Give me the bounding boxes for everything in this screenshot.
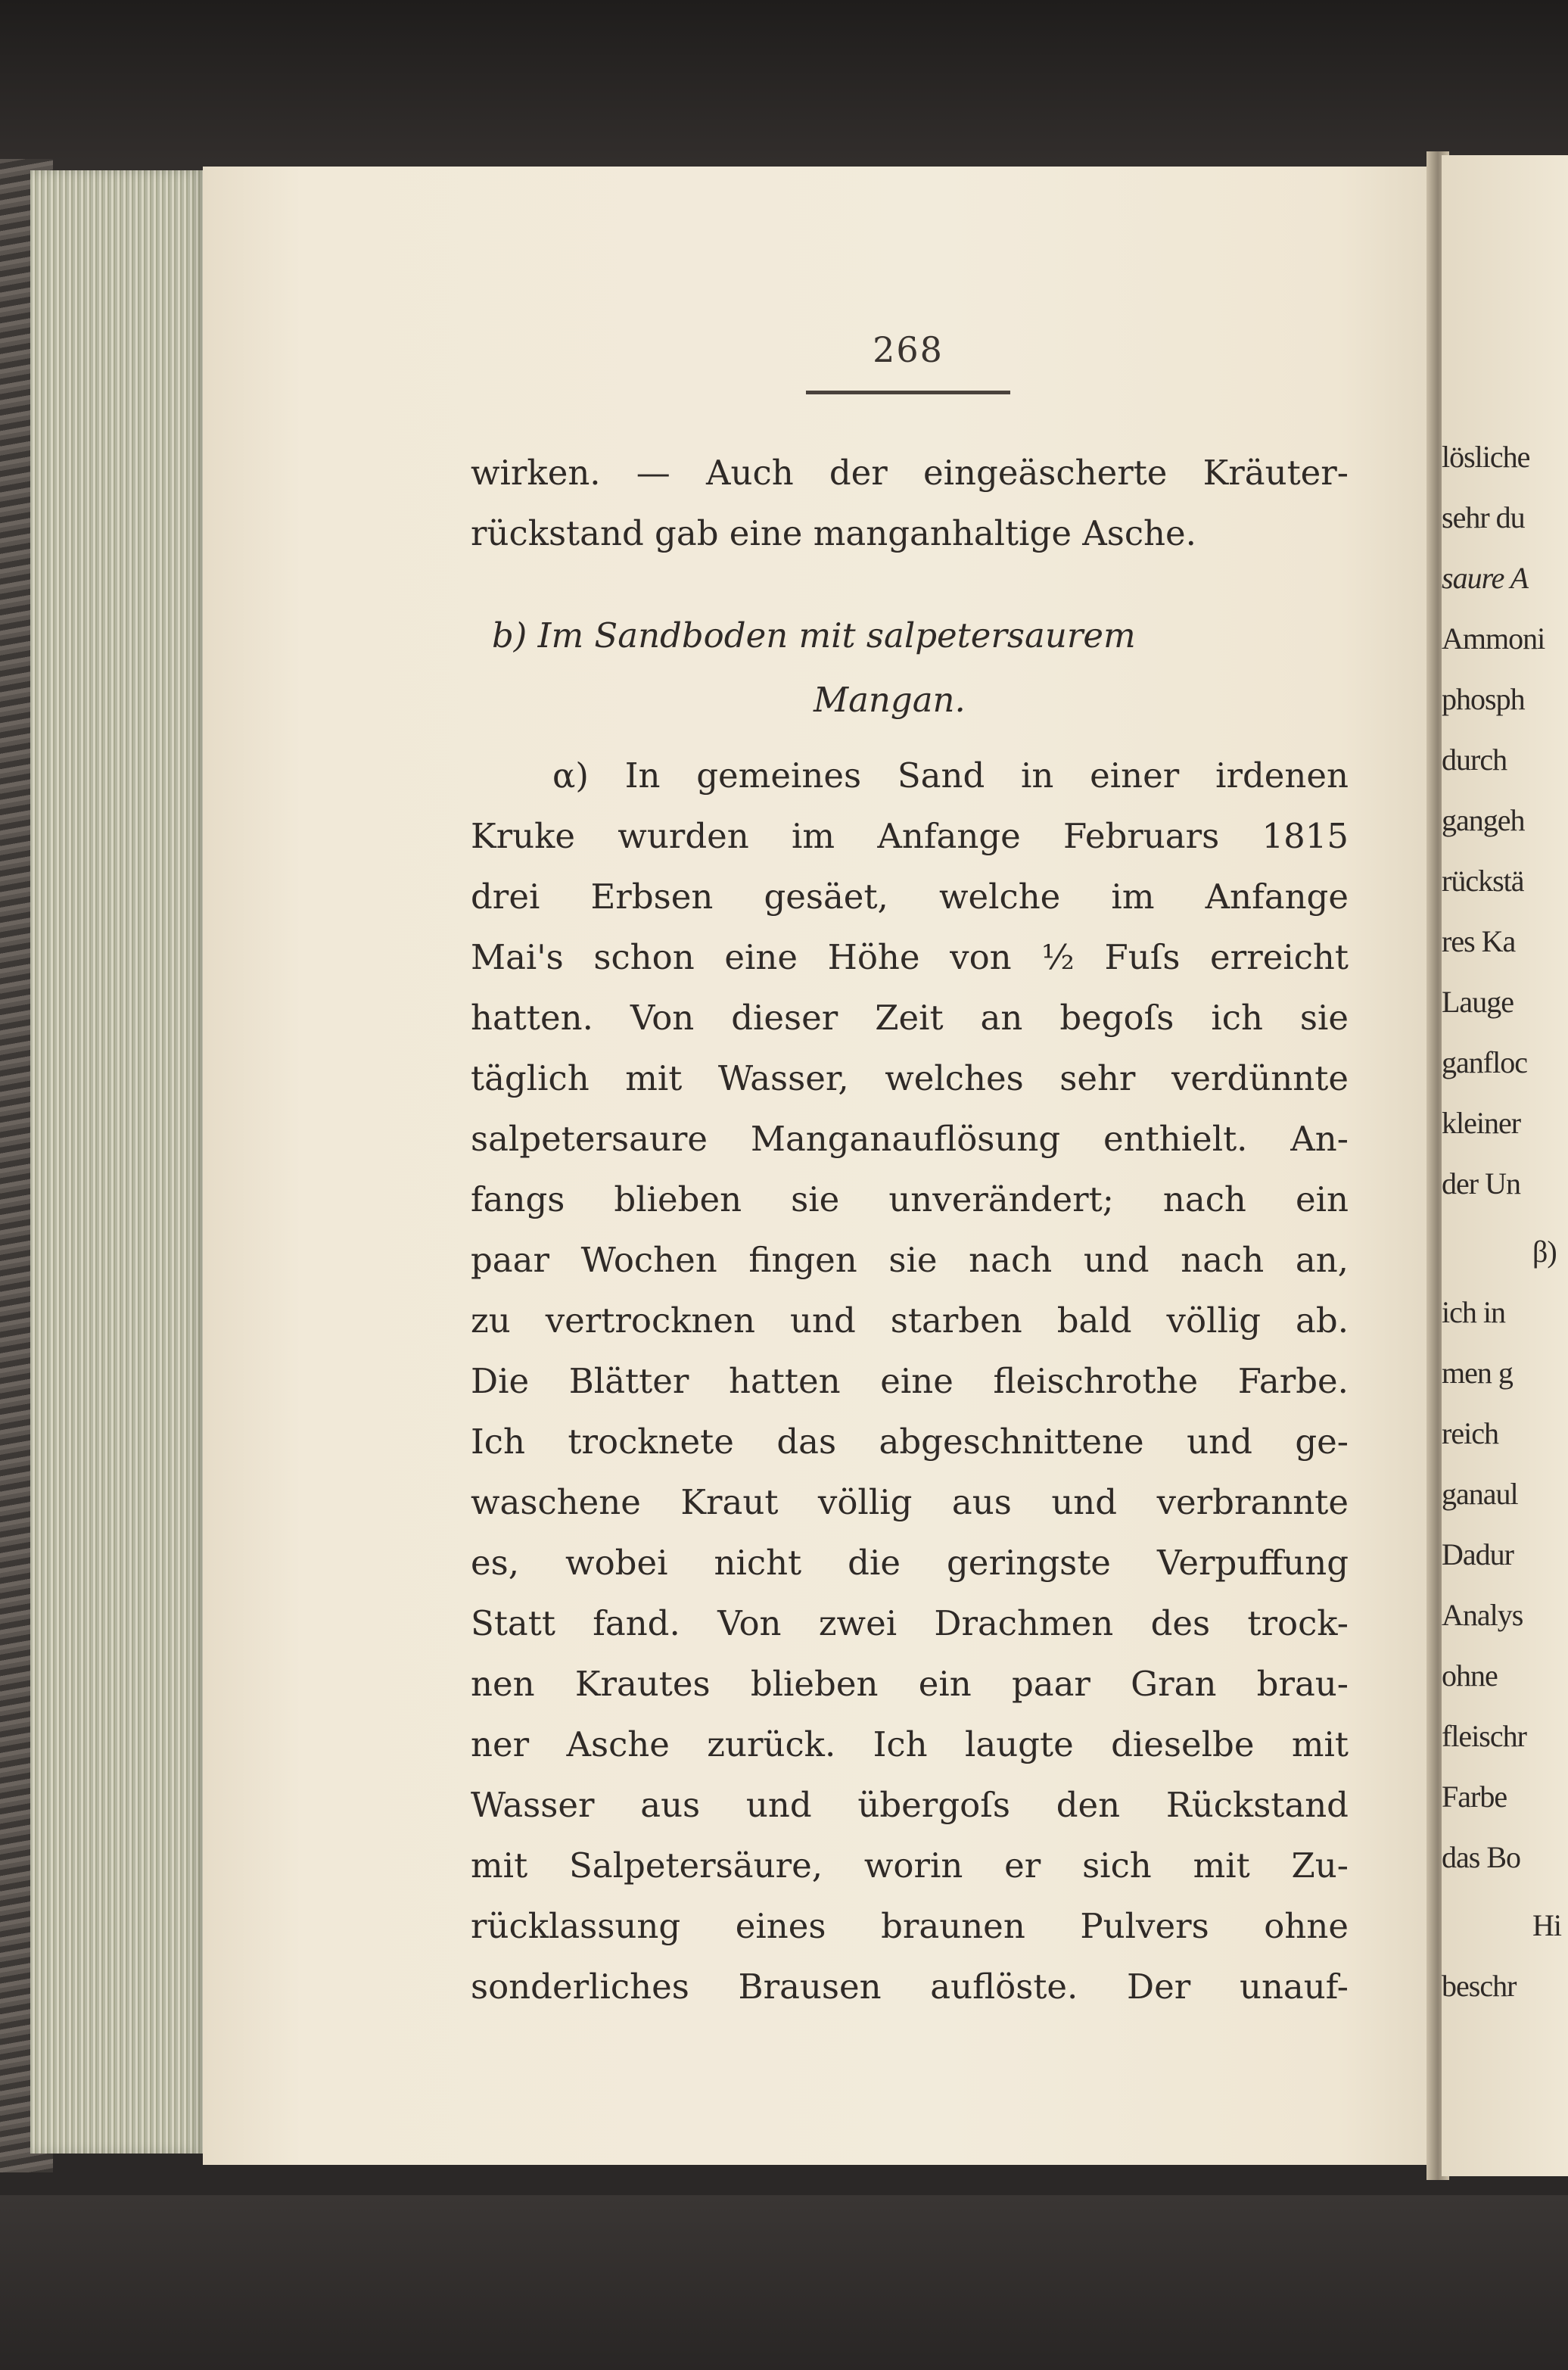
text-line: Ich trocknete das abgeschnittene und ge-	[471, 1422, 1349, 1462]
section-heading-line1: b) Im Sandboden mit salpetersaurem	[492, 615, 1136, 656]
text-line: Statt fand. Von zwei Drachmen des trock-	[471, 1603, 1349, 1643]
right-page-fragment: saure A	[1442, 561, 1529, 595]
text-line: waschene Kraut völlig aus und verbrannte	[471, 1482, 1349, 1522]
right-page-fragment: Lauge	[1442, 985, 1514, 1019]
background-bottom	[0, 2195, 1568, 2370]
right-page-fragment: beschr	[1442, 1969, 1517, 2003]
right-page-fragment: ganfloc	[1442, 1045, 1527, 1079]
section-heading-line2: Mangan.	[814, 680, 966, 720]
text-line: zu vertrocknen und starben bald völlig ab.	[471, 1300, 1349, 1341]
text-line: ner Asche zurück. Ich laugte dieselbe mit	[471, 1724, 1349, 1764]
text-line: täglich mit Wasser, welches sehr verdünnte	[471, 1058, 1349, 1098]
text-line: salpetersaure Manganauflösung enthielt. An-	[471, 1119, 1349, 1159]
right-page	[1442, 155, 1568, 2176]
text-line: rückstand gab eine manganhaltige Asche.	[471, 513, 1196, 553]
right-page-fragment: Ammoni	[1442, 621, 1545, 656]
right-page-fragment: ohne	[1442, 1658, 1498, 1693]
text-line: mit Salpetersäure, worin er sich mit Zu-	[471, 1845, 1349, 1886]
text-line: fangs blieben sie unverändert; nach ein	[471, 1179, 1349, 1219]
text-line: hatten. Von dieser Zeit an begoſs ich sie	[471, 998, 1349, 1038]
right-page-fragment: ganaul	[1442, 1477, 1518, 1511]
right-page-fragment: ich in	[1442, 1295, 1505, 1329]
right-page-fragment: das Bo	[1442, 1840, 1520, 1874]
right-page-fragment: men g	[1442, 1356, 1513, 1390]
right-page-fragment: β)	[1532, 1235, 1557, 1269]
right-page-fragment: phosph	[1442, 682, 1525, 716]
text-line: wirken. — Auch der eingeäscherte Kräuter-	[471, 453, 1349, 493]
text-line: Die Blätter hatten eine fleischrothe Farbe.	[471, 1361, 1349, 1401]
text-line: Wasser aus und übergoſs den Rückstand	[471, 1785, 1349, 1825]
right-page-fragment: fleischr	[1442, 1719, 1526, 1753]
right-page-fragment: rückstä	[1442, 864, 1524, 898]
header-rule	[806, 391, 1010, 394]
text-line: Mai's schon eine Höhe von ½ Fuſs erreicht	[471, 937, 1349, 977]
right-page-fragment: Farbe	[1442, 1780, 1507, 1814]
background-top	[0, 0, 1568, 174]
right-page-fragment: gangeh	[1442, 803, 1525, 837]
text-line: nen Krautes blieben ein paar Gran brau-	[471, 1664, 1349, 1704]
text-line: rücklassung eines braunen Pulvers ohne	[471, 1906, 1349, 1946]
right-page-fragment: sehr du	[1442, 500, 1525, 534]
page-block-edges	[30, 170, 204, 2154]
right-page-fragment: Dadur	[1442, 1537, 1514, 1571]
text-line: sonderliches Brausen auflöste. Der unauf-	[471, 1967, 1349, 2007]
text-line: drei Erbsen gesäet, welche im Anfange	[471, 877, 1349, 917]
right-page-fragment: reich	[1442, 1416, 1498, 1450]
right-page-fragment: Analys	[1442, 1598, 1523, 1632]
text-line: α) In gemeines Sand in einer irdenen	[552, 755, 1349, 796]
right-page-fragment: res Ka	[1442, 924, 1516, 958]
text-line: es, wobei nicht die geringste Verpuffung	[471, 1543, 1349, 1583]
right-page-fragment: kleiner	[1442, 1106, 1521, 1140]
text-line: paar Wochen fingen sie nach und nach an,	[471, 1240, 1349, 1280]
page-number: 268	[873, 329, 944, 370]
right-page-fragment: der Un	[1442, 1166, 1520, 1201]
right-page-fragment: durch	[1442, 743, 1507, 777]
right-page-fragment: Hi	[1532, 1908, 1561, 1942]
text-line: Kruke wurden im Anfange Februars 1815	[471, 816, 1349, 856]
right-page-fragment: lösliche	[1442, 440, 1530, 474]
